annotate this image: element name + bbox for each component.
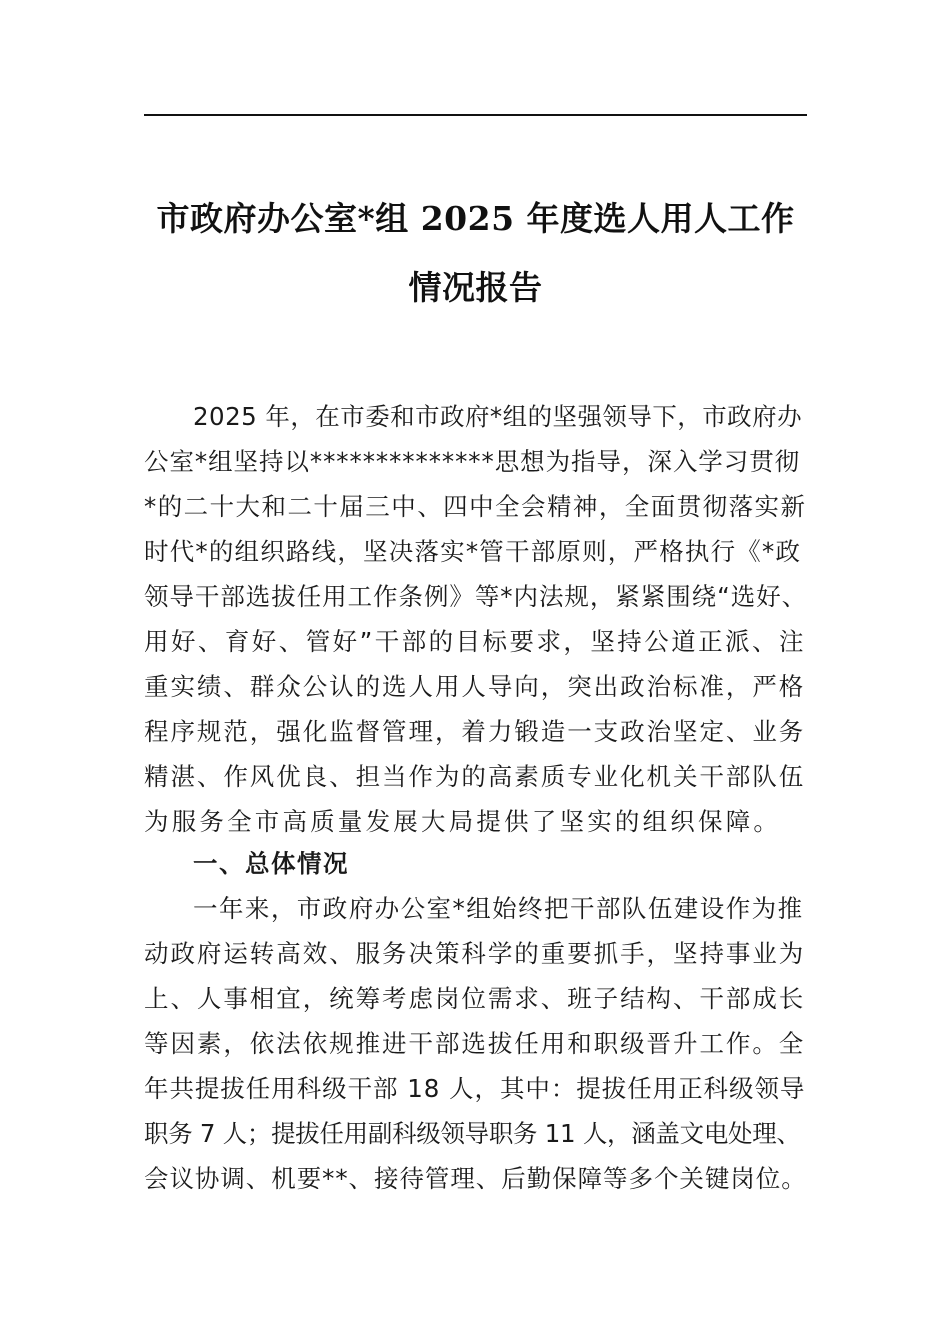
paragraph-line: 职务 7 人；提拔任用副科级领导职务 11 人，涵盖文电处理、 bbox=[144, 1119, 801, 1148]
paragraph-line: 时代*的组织路线，坚决落实*管干部原则，严格执行《*政 bbox=[144, 537, 802, 566]
paragraph-line: 用好、育好、管好”干部的目标要求，坚持公道正派、注 bbox=[144, 627, 806, 656]
paragraph-line: 年共提拔任用科级干部 18 人，其中：提拔任用正科级领导 bbox=[144, 1074, 806, 1103]
paragraph-line: 为服务全市高质量发展大局提供了坚实的组织保障。 bbox=[144, 807, 782, 836]
header-rule bbox=[144, 114, 807, 116]
paragraph-line: 等因素，依法依规推进干部选拔任用和职级晋升工作。全 bbox=[144, 1029, 806, 1058]
paragraph-line: *的二十大和二十届三中、四中全会精神，全面贯彻落实新 bbox=[144, 492, 807, 521]
paragraph-line: 公室*组坚持以**************思想为指导，深入学习贯彻 bbox=[144, 447, 801, 476]
paragraph-line: 会议协调、机要**、接待管理、后勤保障等多个关键岗位。 bbox=[144, 1164, 807, 1193]
section-heading: 一、总体情况 bbox=[193, 849, 349, 878]
paragraph-line: 一年来，市政府办公室*组始终把干部队伍建设作为推 bbox=[193, 894, 804, 923]
paragraph-line: 精湛、作风优良、担当作为的高素质专业化机关干部队伍 bbox=[144, 762, 806, 791]
paragraph-line: 2025 年，在市委和市政府*组的坚强领导下，市政府办 bbox=[193, 402, 803, 431]
paragraph-line: 上、人事相宜，统筹考虑岗位需求、班子结构、干部成长 bbox=[144, 984, 806, 1013]
paragraph-line: 领导干部选拔任用工作条例》等*内法规，紧紧围绕“选好、 bbox=[144, 582, 808, 611]
document-title-line-1: 市政府办公室*组 2025 年度选人用人工作 bbox=[156, 199, 795, 238]
paragraph-line: 动政府运转高效、服务决策科学的重要抓手，坚持事业为 bbox=[144, 939, 806, 968]
document-title-line-2: 情况报告 bbox=[408, 268, 543, 307]
paragraph-line: 重实绩、群众公认的选人用人导向，突出政治标准，严格 bbox=[144, 672, 806, 701]
paragraph-line: 程序规范，强化监督管理，着力锻造一支政治坚定、业务 bbox=[144, 717, 806, 746]
